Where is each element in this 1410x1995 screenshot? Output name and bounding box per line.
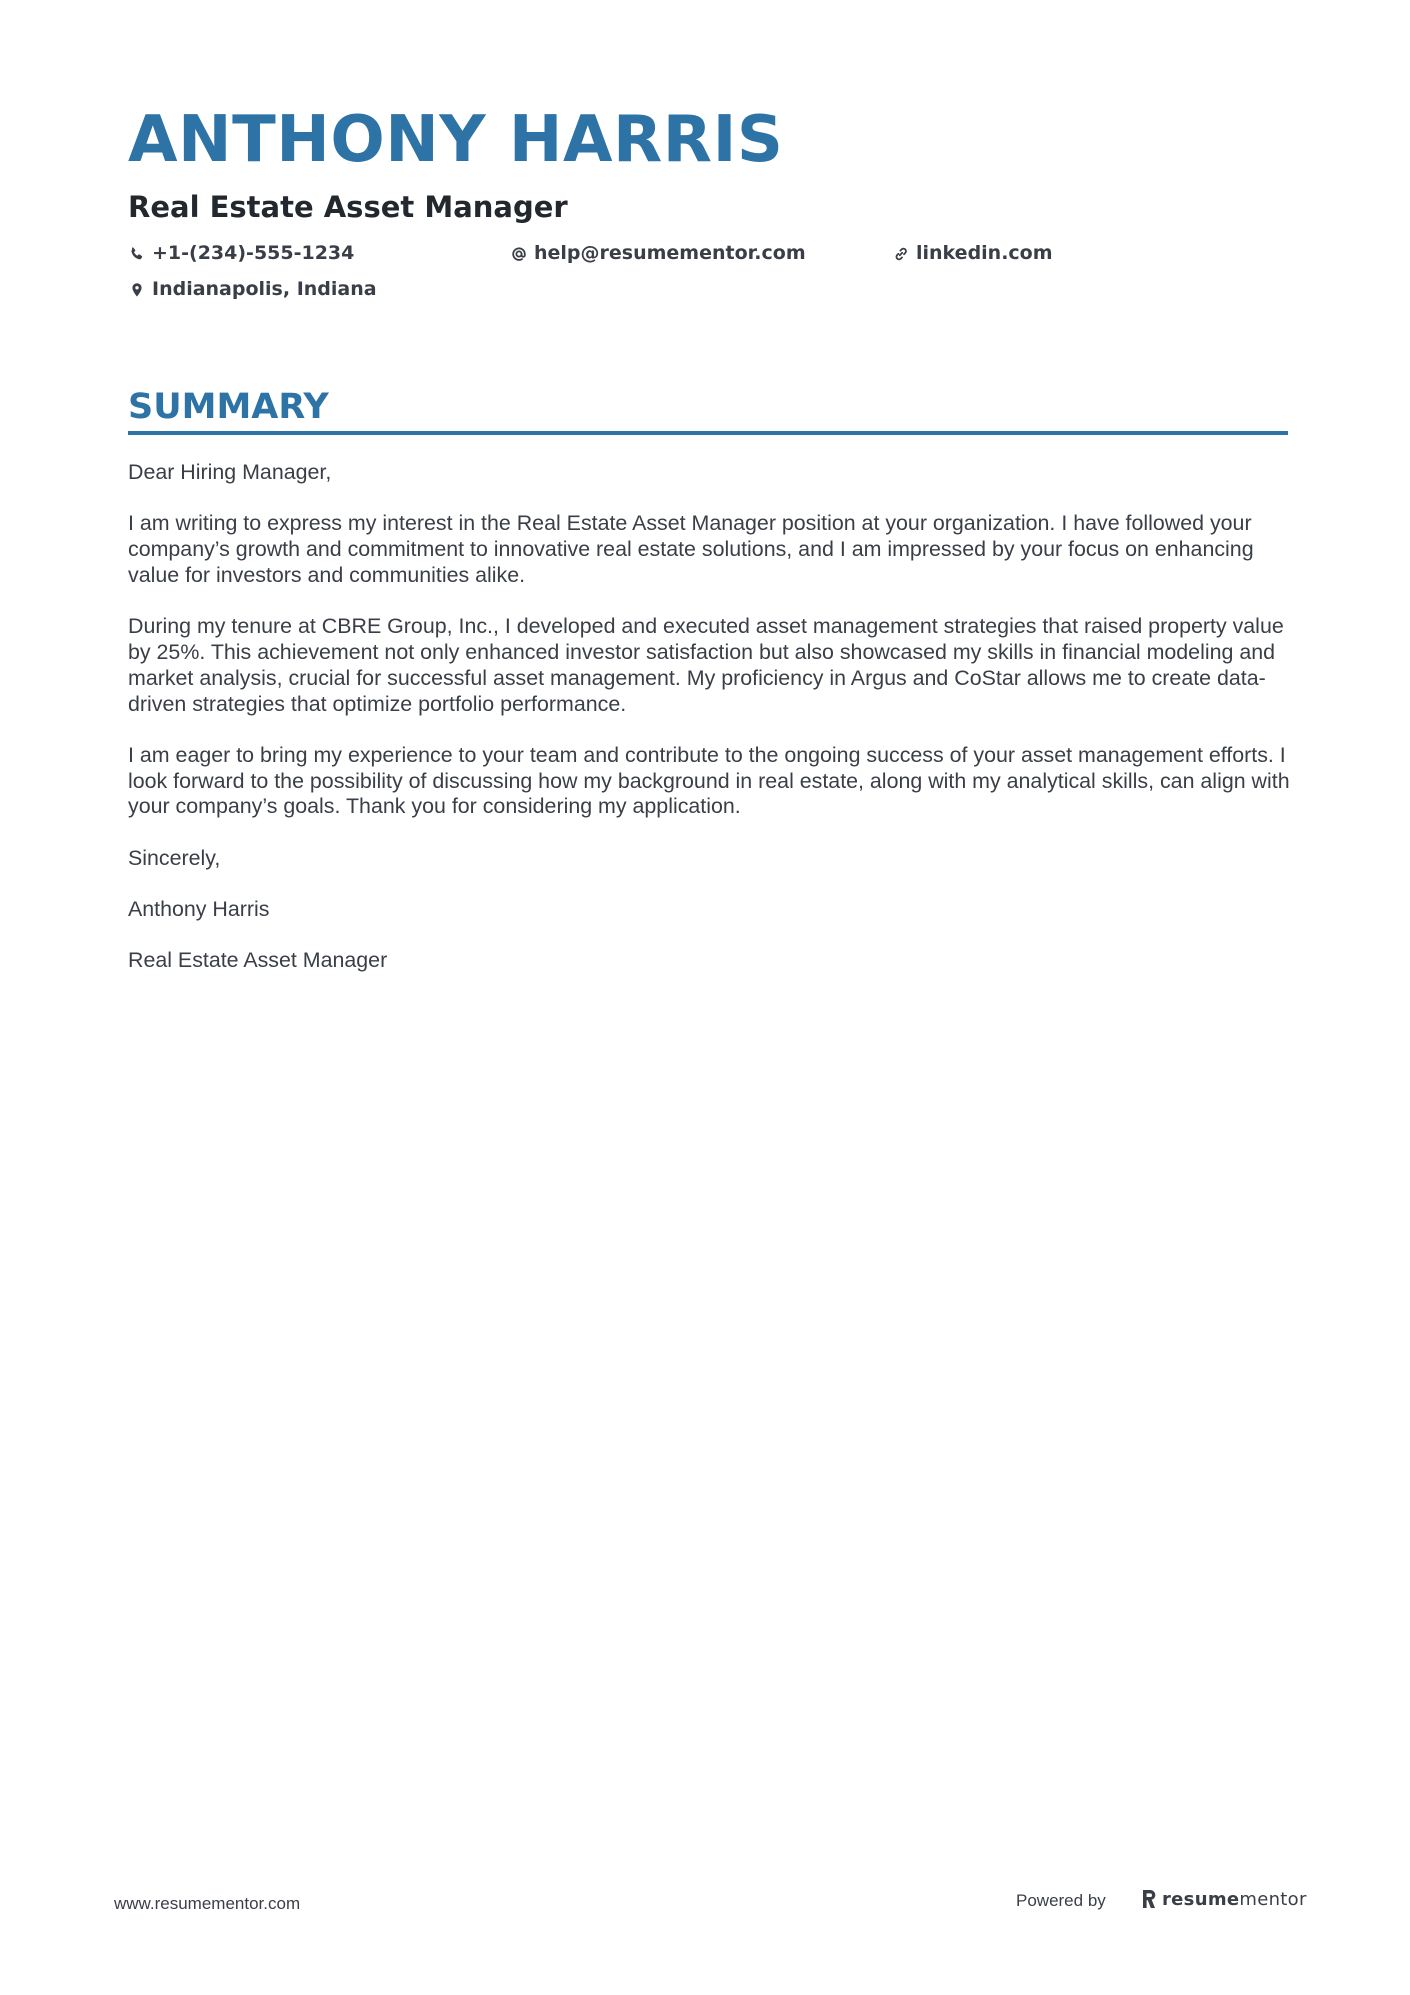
- powered-by-label: Powered by: [1016, 1891, 1106, 1910]
- contact-website: [892, 244, 1053, 263]
- contact-location: [128, 280, 377, 299]
- brand-logo[interactable]: [1140, 1888, 1307, 1910]
- section-heading-summary: SUMMARY: [128, 387, 329, 427]
- phone-text: +1-(234)-555-1234: [152, 242, 355, 264]
- at-icon: [510, 245, 528, 263]
- letter-greeting: Dear Hiring Manager,: [128, 460, 332, 484]
- link-icon: [892, 245, 910, 263]
- website-text[interactable]: linkedin.com: [916, 242, 1053, 264]
- letter-paragraph: During my tenure at CBRE Group, Inc., I developed and executed asset management strategies that raised property value by 25%. This achievement not only enhanced investor satisfaction but also showcased my skills in financial modeling and market analysis, crucial for successful asset management. My proficiency in Argus and CoStar allows me to create data-driven strategies that optimize portfolio performance.: [128, 614, 1284, 716]
- letter-paragraph: I am eager to bring my experience to your team and contribute to the ongoing success of your asset management efforts. I look forward to the possibility of discussing how my background in real estate, along with my analytical skills, can align with your company’s goals. Thank you for considering my application.: [128, 742, 1290, 819]
- location-text: Indianapolis, Indiana: [152, 278, 377, 300]
- letter-body: [128, 460, 1290, 1000]
- phone-icon: [128, 245, 146, 263]
- letter-paragraph: I am writing to express my interest in the Real Estate Asset Manager position at your organization. I have followed your company’s growth and commitment to innovative real estate solutions, and I am impressed by your focus on enhancing value for investors and communities alike.: [128, 511, 1254, 587]
- footer-url[interactable]: www.resumementor.com: [114, 1894, 301, 1913]
- brand-name-bold: resume: [1162, 1888, 1240, 1910]
- letter-closing: Sincerely,: [128, 845, 221, 870]
- resumementor-logo-icon: [1140, 1888, 1158, 1910]
- contact-email: [510, 244, 806, 263]
- section-divider: [128, 431, 1288, 435]
- brand-name-regular: mentor: [1239, 1888, 1307, 1910]
- email-text[interactable]: help@resumementor.com: [534, 242, 806, 264]
- contact-phone: [128, 244, 354, 263]
- location-pin-icon: [128, 281, 146, 299]
- candidate-name: ANTHONY HARRIS: [128, 103, 784, 177]
- signature-name: Anthony Harris: [128, 897, 270, 922]
- job-title: Real Estate Asset Manager: [128, 190, 568, 224]
- signature-title: Real Estate Asset Manager: [128, 948, 388, 973]
